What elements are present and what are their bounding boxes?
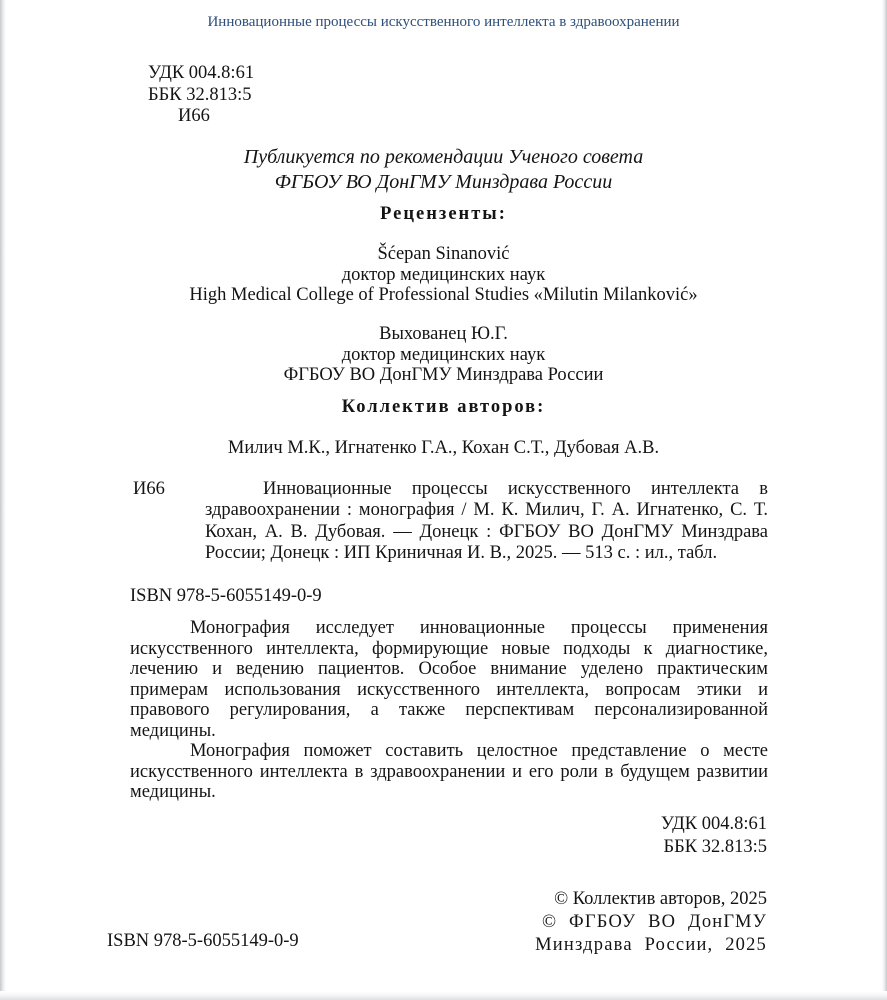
bbk-code-bottom: ББК 32.813:5: [663, 836, 767, 857]
publication-recommendation: [0, 145, 887, 194]
running-header: Инновационные процессы искусственного интеллекта в здравоохранении: [207, 14, 680, 30]
isbn-top: ISBN 978-5-6055149-0-9: [130, 586, 322, 606]
udk-code-bottom: УДК 004.8:61: [660, 814, 767, 834]
scan-edge-bottom: [0, 991, 887, 1000]
udk-code: УДК 004.8:61: [148, 63, 255, 83]
recommendation-line-2: ФГБОУ ВО ДонГМУ Минздрава России: [274, 170, 613, 193]
abstract-paragraph-1: Монография исследует инновационные процессы применения искусственного интеллекта, формирующие новые подходы к диагностике, лечению и ведению пациентов. Особое внимание уделено практическим примерам использования искусственного интеллекта, вопросам этики и правового регулирования, а также перспективам персонализированной медицины.: [130, 618, 768, 741]
reviewer-2-affiliation: ФГБОУ ВО ДонГМУ Минздрава России: [283, 365, 604, 386]
catalog-record: Инновационные процессы искусственного интеллекта в здравоохранении : монография / М. К. Милич, Г. А. Игнатенко, С. Т. Кохан, А. В. Дубовая. — Донецк : ФГБОУ ВО ДонГМУ Минздрава России; Донецк : ИП Криничная И. В., 2025. — 513 с. : ил., табл.: [205, 479, 768, 564]
catalog-record-block: [133, 479, 768, 565]
abstract-paragraph-2: Монография поможет составить целостное представление о месте искусственного интеллекта в здравоохранении и его роли в будущем развитии медицины.: [130, 741, 768, 802]
recommendation-line-1: Публикуется по рекомендации Ученого совета: [243, 146, 644, 168]
authors-heading: Коллектив авторов:: [341, 397, 546, 417]
copyright-block: [535, 888, 767, 957]
reviewer-2-name: Выхованец Ю.Г.: [379, 324, 508, 344]
reviewers-heading: Рецензенты:: [380, 204, 507, 224]
classification-codes-bottom: [661, 813, 767, 858]
reviewer-2: [0, 324, 887, 386]
reviewer-1-affiliation: High Medical College of Professional Studies «Milutin Milanković»: [189, 285, 698, 306]
classification-codes-top: [148, 63, 254, 128]
author-index: И66: [178, 106, 210, 126]
reviewer-2-degree: доктор медицинских наук: [341, 344, 546, 365]
copyright-authors: © Коллектив авторов, 2025: [554, 889, 767, 909]
copyright-university-line-1: © ФГБОУ ВО ДонГМУ: [541, 912, 767, 932]
isbn-bottom: ISBN 978-5-6055149-0-9: [107, 931, 299, 951]
reviewer-1-degree: доктор медицинских наук: [341, 264, 546, 285]
authors-line: Милич М.К., Игнатенко Г.А., Кохан С.Т., Дубовая А.В.: [227, 438, 660, 458]
reviewer-1-name: Šćepan Sinanović: [377, 244, 510, 264]
catalog-index: И66: [133, 479, 165, 499]
copyright-university-line-2: Минздрава России, 2025: [535, 935, 767, 955]
reviewer-1: [0, 244, 887, 306]
bbk-code: ББК 32.813:5: [148, 84, 252, 105]
abstract: [130, 618, 768, 803]
